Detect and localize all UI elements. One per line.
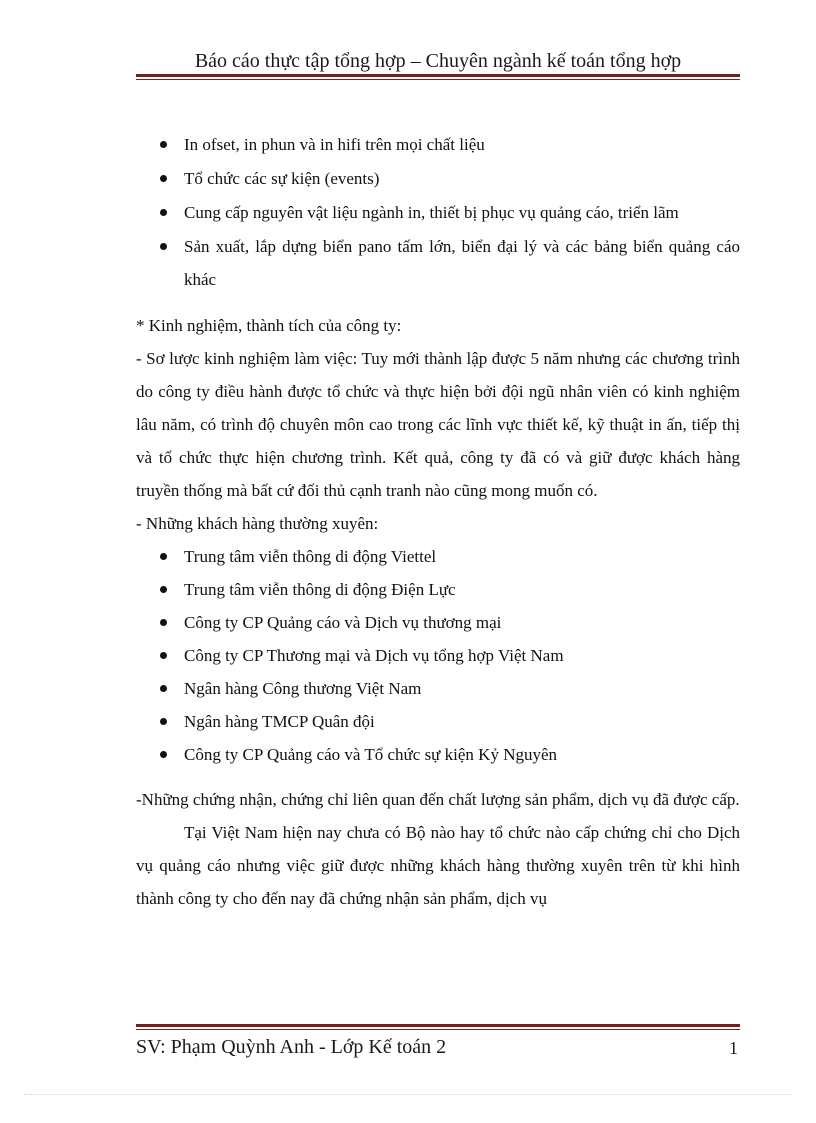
page-number: 1 [729, 1038, 738, 1058]
bullet-icon [160, 553, 167, 560]
clients-list [136, 540, 740, 771]
header-rule [136, 74, 740, 80]
bullet-icon [160, 586, 167, 593]
list-item: Sản xuất, lắp dựng biển pano tấm lớn, biển đại lý và các bảng biển quảng cáo khác [136, 230, 740, 296]
list-item: Tổ chức các sự kiện (events) [136, 162, 740, 195]
list-item: Ngân hàng TMCP Quân đội [136, 705, 740, 738]
services-list [136, 128, 740, 296]
certificates-paragraph: -Những chứng nhận, chứng chỉ liên quan đến chất lượng sản phẩm, dịch vụ đã được cấp. [136, 790, 740, 809]
list-item: Trung tâm viễn thông di động Điện Lực [136, 573, 740, 606]
bullet-icon [160, 175, 167, 182]
list-item: Cung cấp nguyên vật liệu ngành in, thiết bị phục vụ quảng cáo, triển lãm [136, 196, 740, 229]
experience-heading: * Kinh nghiệm, thành tích của công ty: [136, 316, 402, 335]
page-header-title: Báo cáo thực tập tổng hợp – Chuyên ngành kế toán tổng hợp [194, 50, 682, 72]
bullet-icon [160, 243, 167, 250]
experience-summary: - Sơ lược kinh nghiệm làm việc: Tuy mới thành lập được 5 năm nhưng các chương trình do công ty điều hành được tổ chức và thực hiện bởi đội ngũ nhân viên có kinh nghiệm lâu năm, có trình độ chuyên môn cao trong các lĩnh vực thiết kế, kỹ thuật in ấn, tiếp thị và tổ chức thực hiện chương trình. Kết quả, công ty đã có và giữ được khách hàng truyền thống mà bất cứ đối thủ cạnh tranh nào cũng mong muốn có. [136, 349, 740, 500]
list-item: Công ty CP Quảng cáo và Dịch vụ thương mại [136, 606, 740, 639]
page-body [136, 128, 740, 915]
list-item: Trung tâm viễn thông di động Viettel [136, 540, 740, 573]
page-bottom-divider [24, 1094, 792, 1095]
bullet-icon [160, 652, 167, 659]
bullet-icon [160, 141, 167, 148]
list-item: Ngân hàng Công thương Việt Nam [136, 672, 740, 705]
footer-rule [136, 1024, 740, 1030]
list-item: In ofset, in phun và in hifi trên mọi chất liệu [136, 128, 740, 161]
bullet-icon [160, 209, 167, 216]
bullet-icon [160, 751, 167, 758]
certificates-detail: Tại Việt Nam hiện nay chưa có Bộ nào hay tổ chức nào cấp chứng chỉ cho Dịch vụ quảng cáo nhưng việc giữ được những khách hàng thường xuyên trên từ khi hình thành công ty cho đến nay đã chứng nhận sản phẩm, dịch vụ [136, 823, 740, 908]
clients-heading: - Những khách hàng thường xuyên: [136, 514, 379, 533]
list-item: Công ty CP Quảng cáo và Tổ chức sự kiện Kỷ Nguyên [136, 738, 740, 771]
bullet-icon [160, 685, 167, 692]
bullet-icon [160, 718, 167, 725]
footer-student: SV: Phạm Quỳnh Anh - Lớp Kế toán 2 [136, 1036, 447, 1058]
list-item: Công ty CP Thương mại và Dịch vụ tổng hợp Việt Nam [136, 639, 740, 672]
bullet-icon [160, 619, 167, 626]
